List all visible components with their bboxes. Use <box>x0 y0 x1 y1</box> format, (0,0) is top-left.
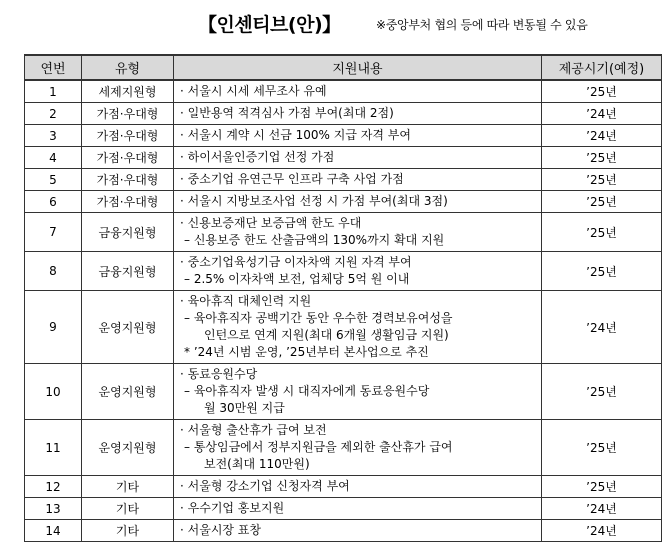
header-type: 유형 <box>82 55 174 80</box>
table-row <box>25 364 662 420</box>
content-line: · 중소기업 유연근무 인프라 구축 사업 가점 <box>180 172 404 186</box>
table-body <box>25 80 662 542</box>
row-number: 2 <box>25 103 82 125</box>
row-number: 13 <box>25 498 82 520</box>
content-line: 보전(최대 110만원) <box>204 457 310 471</box>
row-number: 8 <box>25 252 82 291</box>
row-content <box>174 291 542 364</box>
row-content <box>174 213 542 252</box>
row-number: 10 <box>25 364 82 420</box>
content-line: · 서울형 출산휴가 급여 보전 <box>180 423 327 437</box>
row-type: 금융지원형 <box>82 252 174 291</box>
content-line: * ’24년 시범 운영, ’25년부터 본사업으로 추진 <box>184 345 429 359</box>
row-content <box>174 476 542 498</box>
row-number: 9 <box>25 291 82 364</box>
row-type: 가점·우대형 <box>82 169 174 191</box>
table-row <box>25 103 662 125</box>
row-content <box>174 125 542 147</box>
row-content <box>174 147 542 169</box>
table-row <box>25 191 662 213</box>
content-line: · 우수기업 홍보지원 <box>180 501 285 515</box>
content-line: · 서울시 시세 세무조사 유예 <box>180 84 327 98</box>
row-period: ’25년 <box>542 364 662 420</box>
row-content <box>174 420 542 476</box>
content-line: · 서울시 계약 시 선금 100% 지급 자격 부여 <box>180 128 411 142</box>
table-row <box>25 147 662 169</box>
content-line: · 신용보증재단 보증금액 한도 우대 <box>180 216 362 230</box>
content-line: · 일반용역 적격심사 가점 부여(최대 2점) <box>180 106 394 120</box>
table-row <box>25 80 662 103</box>
row-type: 기타 <box>82 520 174 542</box>
row-type: 금융지원형 <box>82 213 174 252</box>
row-type: 기타 <box>82 476 174 498</box>
row-type: 세제지원형 <box>82 80 174 103</box>
content-line: – 육아휴직자 발생 시 대직자에게 동료응원수당 <box>184 384 430 398</box>
row-number: 1 <box>25 80 82 103</box>
row-type: 가점·우대형 <box>82 125 174 147</box>
row-period: ’24년 <box>542 291 662 364</box>
row-number: 12 <box>25 476 82 498</box>
content-line: 월 30만원 지급 <box>204 401 285 415</box>
disclaimer-note: ※중앙부처 협의 등에 따라 변동될 수 있음 <box>376 18 588 32</box>
table-row <box>25 520 662 542</box>
content-line: · 서울시 지방보조사업 선정 시 가점 부여(최대 3점) <box>180 194 448 208</box>
row-period: ’25년 <box>542 213 662 252</box>
content-line: 인턴으로 연계 지원(최대 6개월 생활임금 지원) <box>204 328 449 342</box>
table-row <box>25 476 662 498</box>
content-line: · 동료응원수당 <box>180 367 258 381</box>
row-period: ’24년 <box>542 520 662 542</box>
table-row <box>25 169 662 191</box>
content-line: – 육아휴직자 공백기간 동안 우수한 경력보유여성을 <box>184 311 453 325</box>
content-line: · 하이서울인증기업 선정 가점 <box>180 150 335 164</box>
row-period: ’25년 <box>542 147 662 169</box>
row-period: ’25년 <box>542 420 662 476</box>
row-content <box>174 169 542 191</box>
row-period: ’24년 <box>542 125 662 147</box>
table-row <box>25 213 662 252</box>
row-period: ’25년 <box>542 476 662 498</box>
row-type: 가점·우대형 <box>82 103 174 125</box>
row-type: 가점·우대형 <box>82 191 174 213</box>
content-line: · 육아휴직 대체인력 지원 <box>180 294 312 308</box>
row-type: 운영지원형 <box>82 420 174 476</box>
content-line: – 2.5% 이자차액 보전, 업체당 5억 원 이내 <box>184 272 410 286</box>
row-type: 기타 <box>82 498 174 520</box>
row-number: 14 <box>25 520 82 542</box>
row-content <box>174 498 542 520</box>
content-line: · 중소기업육성기금 이자차액 지원 자격 부여 <box>180 255 412 269</box>
title-row <box>0 8 667 38</box>
row-type: 가점·우대형 <box>82 147 174 169</box>
row-period: ’25년 <box>542 169 662 191</box>
content-line: · 서울형 강소기업 신청자격 부여 <box>180 479 350 493</box>
table-row <box>25 291 662 364</box>
row-content <box>174 252 542 291</box>
row-number: 6 <box>25 191 82 213</box>
row-period: ’24년 <box>542 103 662 125</box>
row-period: ’24년 <box>542 498 662 520</box>
row-number: 3 <box>25 125 82 147</box>
table-row <box>25 498 662 520</box>
header-period: 제공시기(예정) <box>542 55 662 80</box>
row-type: 운영지원형 <box>82 364 174 420</box>
page-title: 【인센티브(안)】 <box>198 14 341 36</box>
row-type: 운영지원형 <box>82 291 174 364</box>
header-num: 연번 <box>25 55 82 80</box>
row-content <box>174 103 542 125</box>
content-line: · 서울시장 표창 <box>180 523 261 537</box>
row-number: 5 <box>25 169 82 191</box>
row-period: ’25년 <box>542 80 662 103</box>
row-period: ’25년 <box>542 191 662 213</box>
incentive-table <box>24 54 662 542</box>
table-row <box>25 420 662 476</box>
header-content: 지원내용 <box>174 55 542 80</box>
table-row <box>25 252 662 291</box>
row-content <box>174 520 542 542</box>
table-header-row <box>25 55 662 80</box>
row-number: 4 <box>25 147 82 169</box>
table-row <box>25 125 662 147</box>
row-content <box>174 191 542 213</box>
row-period: ’25년 <box>542 252 662 291</box>
content-line: – 신용보증 한도 산출금액의 130%까지 확대 지원 <box>184 233 445 247</box>
row-content <box>174 80 542 103</box>
row-number: 11 <box>25 420 82 476</box>
content-line: – 통상임금에서 정부지원금을 제외한 출산휴가 급여 <box>184 440 453 454</box>
row-number: 7 <box>25 213 82 252</box>
row-content <box>174 364 542 420</box>
